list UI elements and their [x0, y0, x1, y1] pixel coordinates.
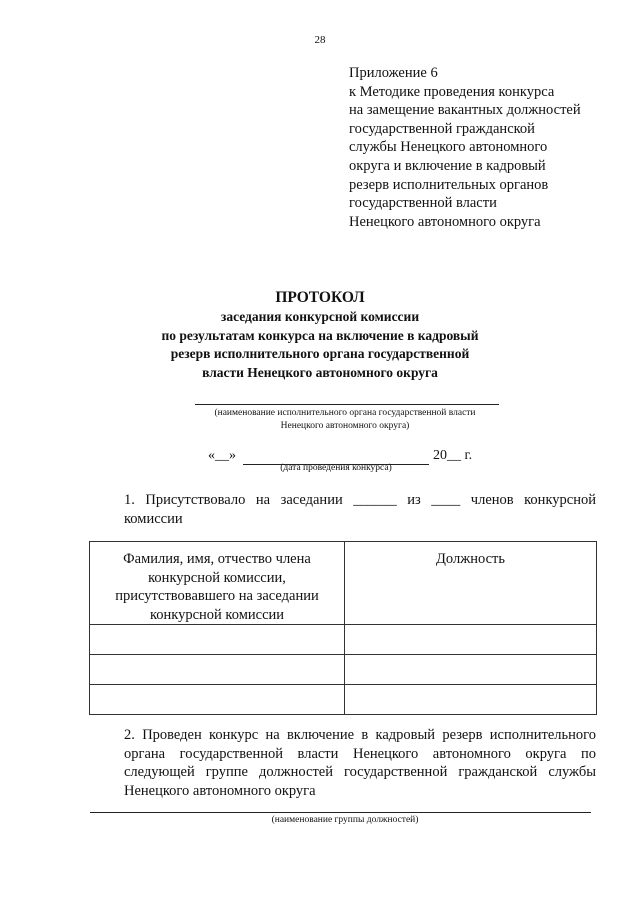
- appendix-line: к Методике проведения конкурса: [349, 83, 555, 100]
- item-2-paragraph: [90, 726, 596, 800]
- table-row: [90, 685, 597, 715]
- title-line: заседания конкурсной комиссии: [220, 309, 420, 324]
- date-caption: (дата проведения конкурса): [280, 463, 392, 473]
- page-number: 28: [314, 34, 326, 46]
- table-cell[interactable]: [345, 655, 597, 685]
- appendix-line: резерв исполнительных органов: [349, 176, 549, 193]
- document-title: [0, 288, 640, 382]
- title-line: резерв исполнительного органа государственной: [170, 346, 470, 361]
- position-group-caption: (наименование группы должностей): [271, 815, 419, 825]
- appendix-line: Ненецкого автономного округа: [349, 213, 541, 230]
- table-cell[interactable]: [345, 625, 597, 655]
- table-cell[interactable]: [90, 685, 345, 715]
- table-row: [90, 625, 597, 655]
- org-caption-line: Ненецкого автономного округа): [280, 421, 410, 431]
- item-2-text: 2. Проведен конкурс на включение в кадровый резерв исполнительного органа государственной власти Ненецкого автономного округа по следующей группе должностей государственной гражданской службы Ненецкого автономного округа: [124, 727, 596, 799]
- table-header-row: [90, 542, 597, 625]
- item-1-paragraph: [90, 491, 596, 528]
- org-name-caption: [0, 407, 640, 433]
- date-year-field[interactable]: 20__ г.: [433, 448, 473, 463]
- appendix-line: государственной гражданской: [349, 120, 535, 137]
- title-line: власти Ненецкого автономного округа: [202, 364, 438, 380]
- table-cell[interactable]: [90, 655, 345, 685]
- position-group-blank-line[interactable]: [90, 812, 591, 813]
- title-line: по результатам конкурса на включение в кадровый: [161, 327, 479, 343]
- members-table: [89, 541, 597, 715]
- item-1-text: 1. Присутствовало на заседании ______ из ____ членов конкурсной комиссии: [124, 492, 596, 527]
- org-caption-line: (наименование исполнительного органа государственной власти: [214, 408, 476, 418]
- appendix-line: службы Ненецкого автономного: [349, 139, 548, 156]
- table-row: [90, 655, 597, 685]
- header-full-name: Фамилия, имя, отчество члена конкурсной комиссии, присутствовавшего на заседании конкурсной комиссии: [90, 542, 345, 625]
- appendix-line: государственной власти: [349, 195, 497, 212]
- table-cell[interactable]: [90, 625, 345, 655]
- appendix-line: Приложение 6: [349, 65, 438, 81]
- appendix-line: на замещение вакантных должностей: [349, 102, 581, 119]
- org-name-blank-line[interactable]: [195, 404, 499, 405]
- table-cell[interactable]: [345, 685, 597, 715]
- header-position: Должность: [345, 542, 597, 625]
- title-main: ПРОТОКОЛ: [275, 289, 365, 306]
- appendix-line: округа и включение в кадровый: [349, 157, 546, 174]
- appendix-header: [349, 64, 581, 231]
- date-day-field[interactable]: «__»: [208, 448, 236, 463]
